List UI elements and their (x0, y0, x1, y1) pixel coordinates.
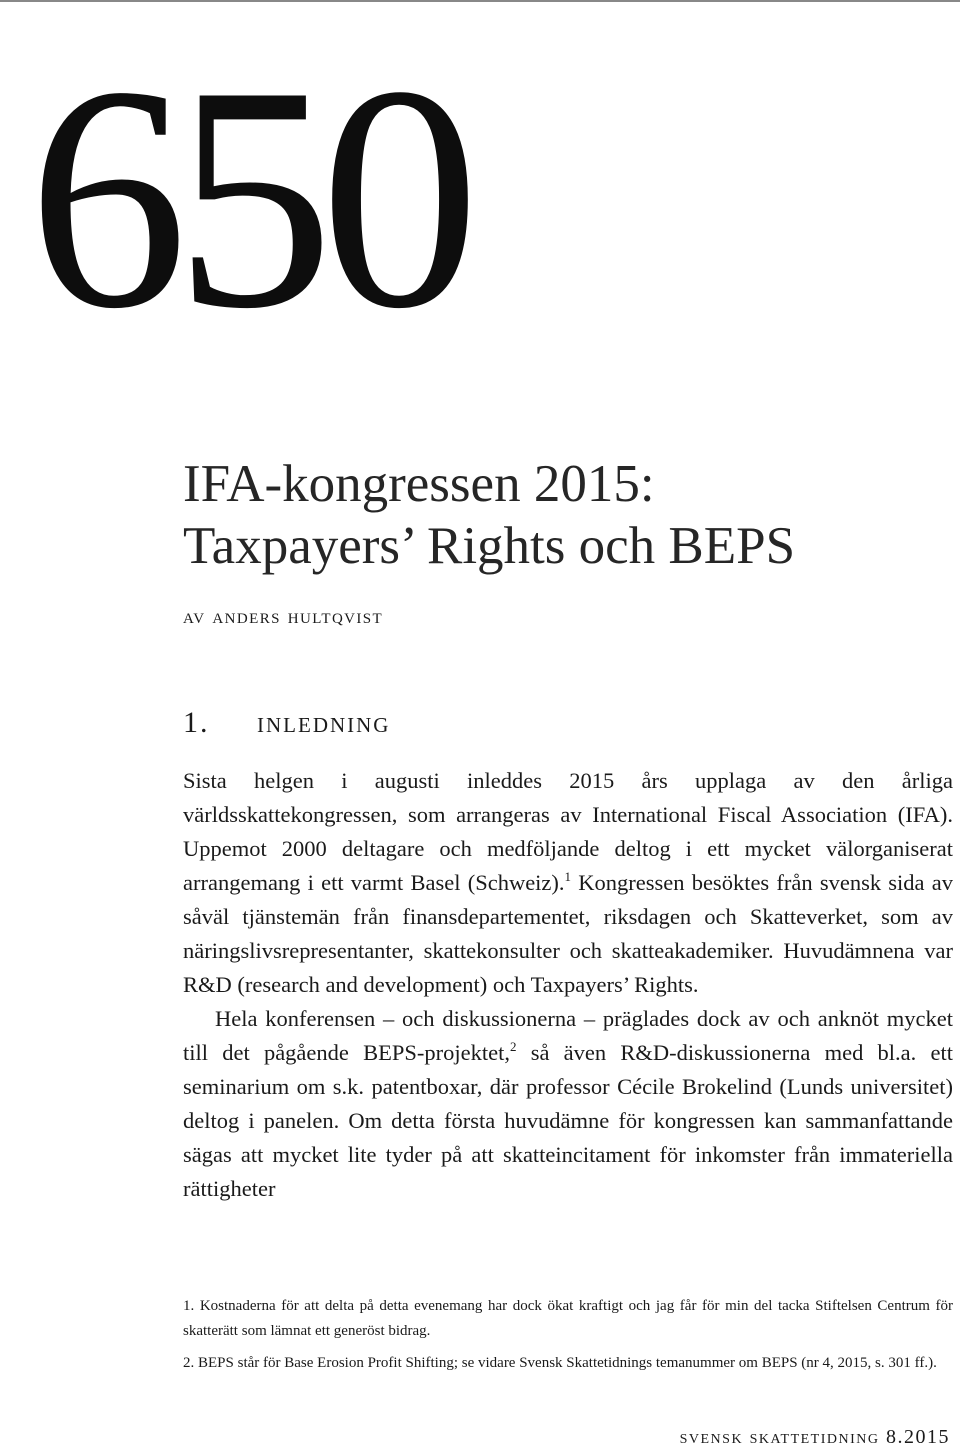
section-title: inledning (257, 706, 391, 739)
footnotes (183, 1294, 953, 1383)
footnote-ref-1: 1 (564, 869, 572, 884)
page-number: 650 (28, 21, 466, 375)
journal-footer: svensk skattetidning 8.2015 (679, 1426, 950, 1448)
section-number: 1. (183, 706, 210, 739)
article-title-line-1: IFA-kongressen 2015: (183, 455, 655, 513)
paragraph-2-text-b: så även R&D-diskussionerna med bl.a. ett seminarium om s.k. patentboxar, där professor Cécile Brokelind (Lunds universitet) deltog i panelen. Om detta första huvudämne för kongressen kan sammanfattande sägas att mycket lite tyder på att skatteincitament för inkomster från immateriella rättigheter (183, 1040, 953, 1201)
author-byline: av anders hultqvist (183, 603, 384, 628)
footnote-ref-2: 2 (509, 1039, 517, 1054)
footnote-2: 2. BEPS står för Base Erosion Profit Shifting; se vidare Svensk Skattetidnings temanummer om BEPS (nr 4, 2015, s. 301 ff.). (183, 1355, 937, 1371)
paragraph-2 (183, 1002, 953, 1206)
article-body (183, 764, 953, 1206)
article-title-line-2: Taxpayers’ Rights och BEPS (183, 517, 796, 575)
paragraph-2-text-a: Hela konferensen – och diskussionerna – präglades dock av och anknöt mycket till det pågående BEPS-projektet, (183, 1006, 953, 1065)
section-heading (183, 706, 390, 740)
top-rule (0, 0, 960, 2)
article-title (183, 453, 943, 577)
paragraph-1-text-b: Kongressen besöktes från svensk sida av såväl tjänstemän från finansdepartementet, riksdagen och Skatteverket, som av näringslivsrepresentanter, skattekonsulter och skatteakademiker. Huvudämnena var R&D (research and development) och Taxpayers’ Rights. (183, 870, 953, 997)
paragraph-1 (183, 764, 953, 1002)
paragraph-1-text-a: Sista helgen i augusti inleddes 2015 års upplaga av den årliga världsskattekongressen, som arrangeras av International Fiscal Association (IFA). Uppemot 2000 deltagare och medföljande deltog i ett mycket välorganiserat arrangemang i ett varmt Basel (Schweiz). (183, 768, 953, 895)
footnote-1: 1. Kostnaderna för att delta på detta evenemang har dock ökat kraftigt och jag får för min del tacka Stiftelsen Centrum för skatterätt som lämnat ett generöst bidrag. (183, 1298, 953, 1339)
